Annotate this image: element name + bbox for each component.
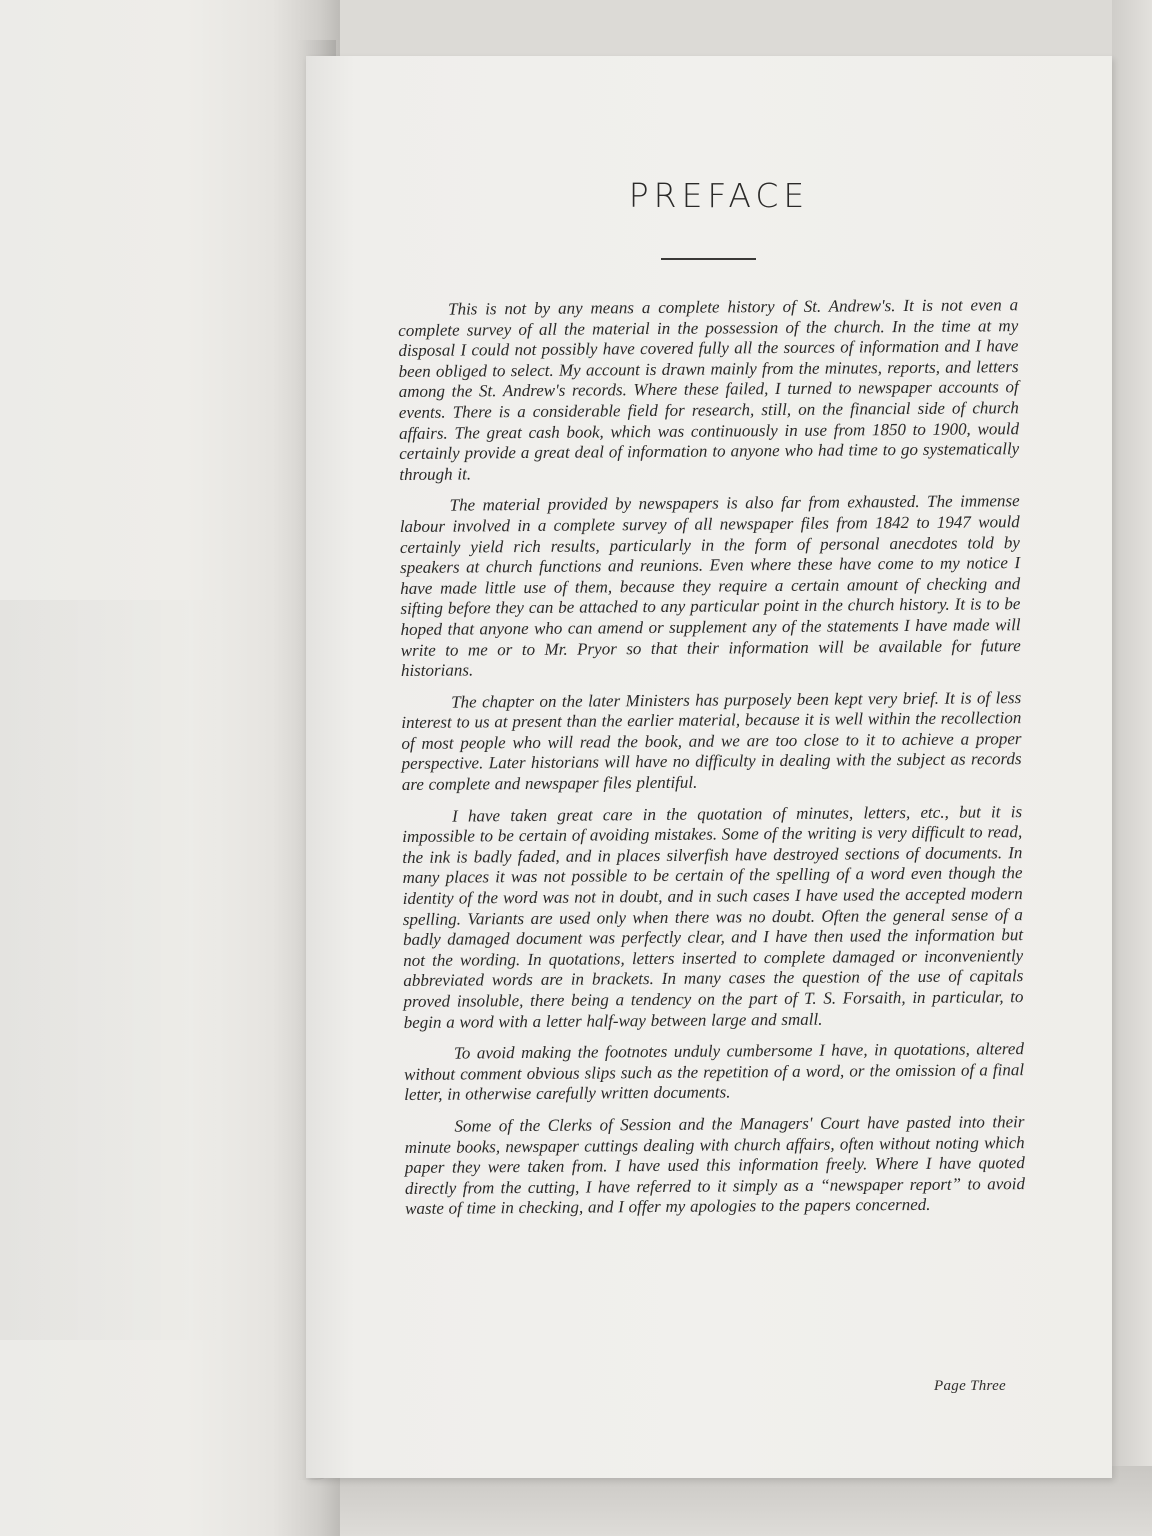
preface-body bbox=[398, 295, 1025, 1220]
page-number: Page Three bbox=[934, 1378, 1007, 1394]
paragraph-2: The material provided by newspapers is also far from exhausted. The immense labour involved in a complete survey of all newspaper files from 1842 to 1947 would certainly yield rich results, particularly in the form of personal anecdotes told by speakers at church functions and reunions. Even where these have come to my notice I have made little use of them, because they require a certain amount of checking and sifting before they can be attached to any particular point in the church history. It is to be hoped that anyone who can amend or supplement any of the statements I have made will write to me or to Mr. Pryor so that their information will be available for future historians. bbox=[399, 491, 1021, 681]
paragraph-6: Some of the Clerks of Session and the Managers' Court have pasted into their minute books, newspaper cuttings dealing with church affairs, often without noting which paper they were taken from. I have used this information freely. Where I have quoted directly from the cutting, I have referred to it simply as a “newspaper report” to avoid waste of time in checking, and I offer my apologies to the papers concerned. bbox=[404, 1112, 1026, 1219]
paragraph-3: The chapter on the later Ministers has purposely been kept very brief. It is of less interest to us at present than the earlier material, because it is well within the recollection of most people who will read the book, and we are too close to it to achieve a proper perspective. Later historians will have no difficulty in dealing with the subject as records are complete and newspaper files plentiful. bbox=[401, 687, 1022, 795]
left-page-show-through bbox=[0, 600, 230, 1340]
background-surface bbox=[1112, 0, 1152, 1536]
page-title: PREFACE bbox=[628, 176, 810, 215]
paragraph-1: This is not by any means a complete history of St. Andrew's. It is not even a complete survey of all the material in the possession of the church. In the time at my disposal I could not possibly have covered fully all the sources of information and I have been obliged to select. My account is drawn mainly from the minutes, reports, and letters among the St. Andrew's records. Where these failed, I turned to newspaper accounts of events. There is a considerable field for research, still, on the financial side of church affairs. The great cash book, which was continuously in use from 1850 to 1900, would certainly provide a great deal of information to anyone who had time to go systematically through it. bbox=[398, 295, 1020, 484]
paragraph-4: I have taken great care in the quotation of minutes, letters, etc., but it is impossible to be certain of avoiding mistakes. Some of the writing is very difficult to read, the ink is badly faded, and in places silverfish have destroyed sections of documents. In many places it was not possible to be certain of the spelling of a word even though the identity of the word was not in doubt, and in such cases I have used the accepted modern spelling. Variants are used only when there was no doubt. Often the general sense of a badly damaged document was perfectly clear, and I have then used the information but not the wording. In quotations, letters inserted to complete damaged or inconveniently abbreviated words are in brackets. In many cases the question of the use of capitals proved insoluble, there being a tendency on the part of T. S. Forsaith, in particular, to begin a word with a letter half-way between large and small. bbox=[402, 801, 1024, 1032]
title-rule bbox=[661, 258, 756, 260]
left-page bbox=[0, 0, 340, 1536]
right-page bbox=[306, 56, 1112, 1478]
paragraph-5: To avoid making the footnotes unduly cumbersome I have, in quotations, altered without comment obvious slips such as the repetition of a word, or the omission of a final letter, in otherwise carefully written documents. bbox=[404, 1039, 1025, 1105]
